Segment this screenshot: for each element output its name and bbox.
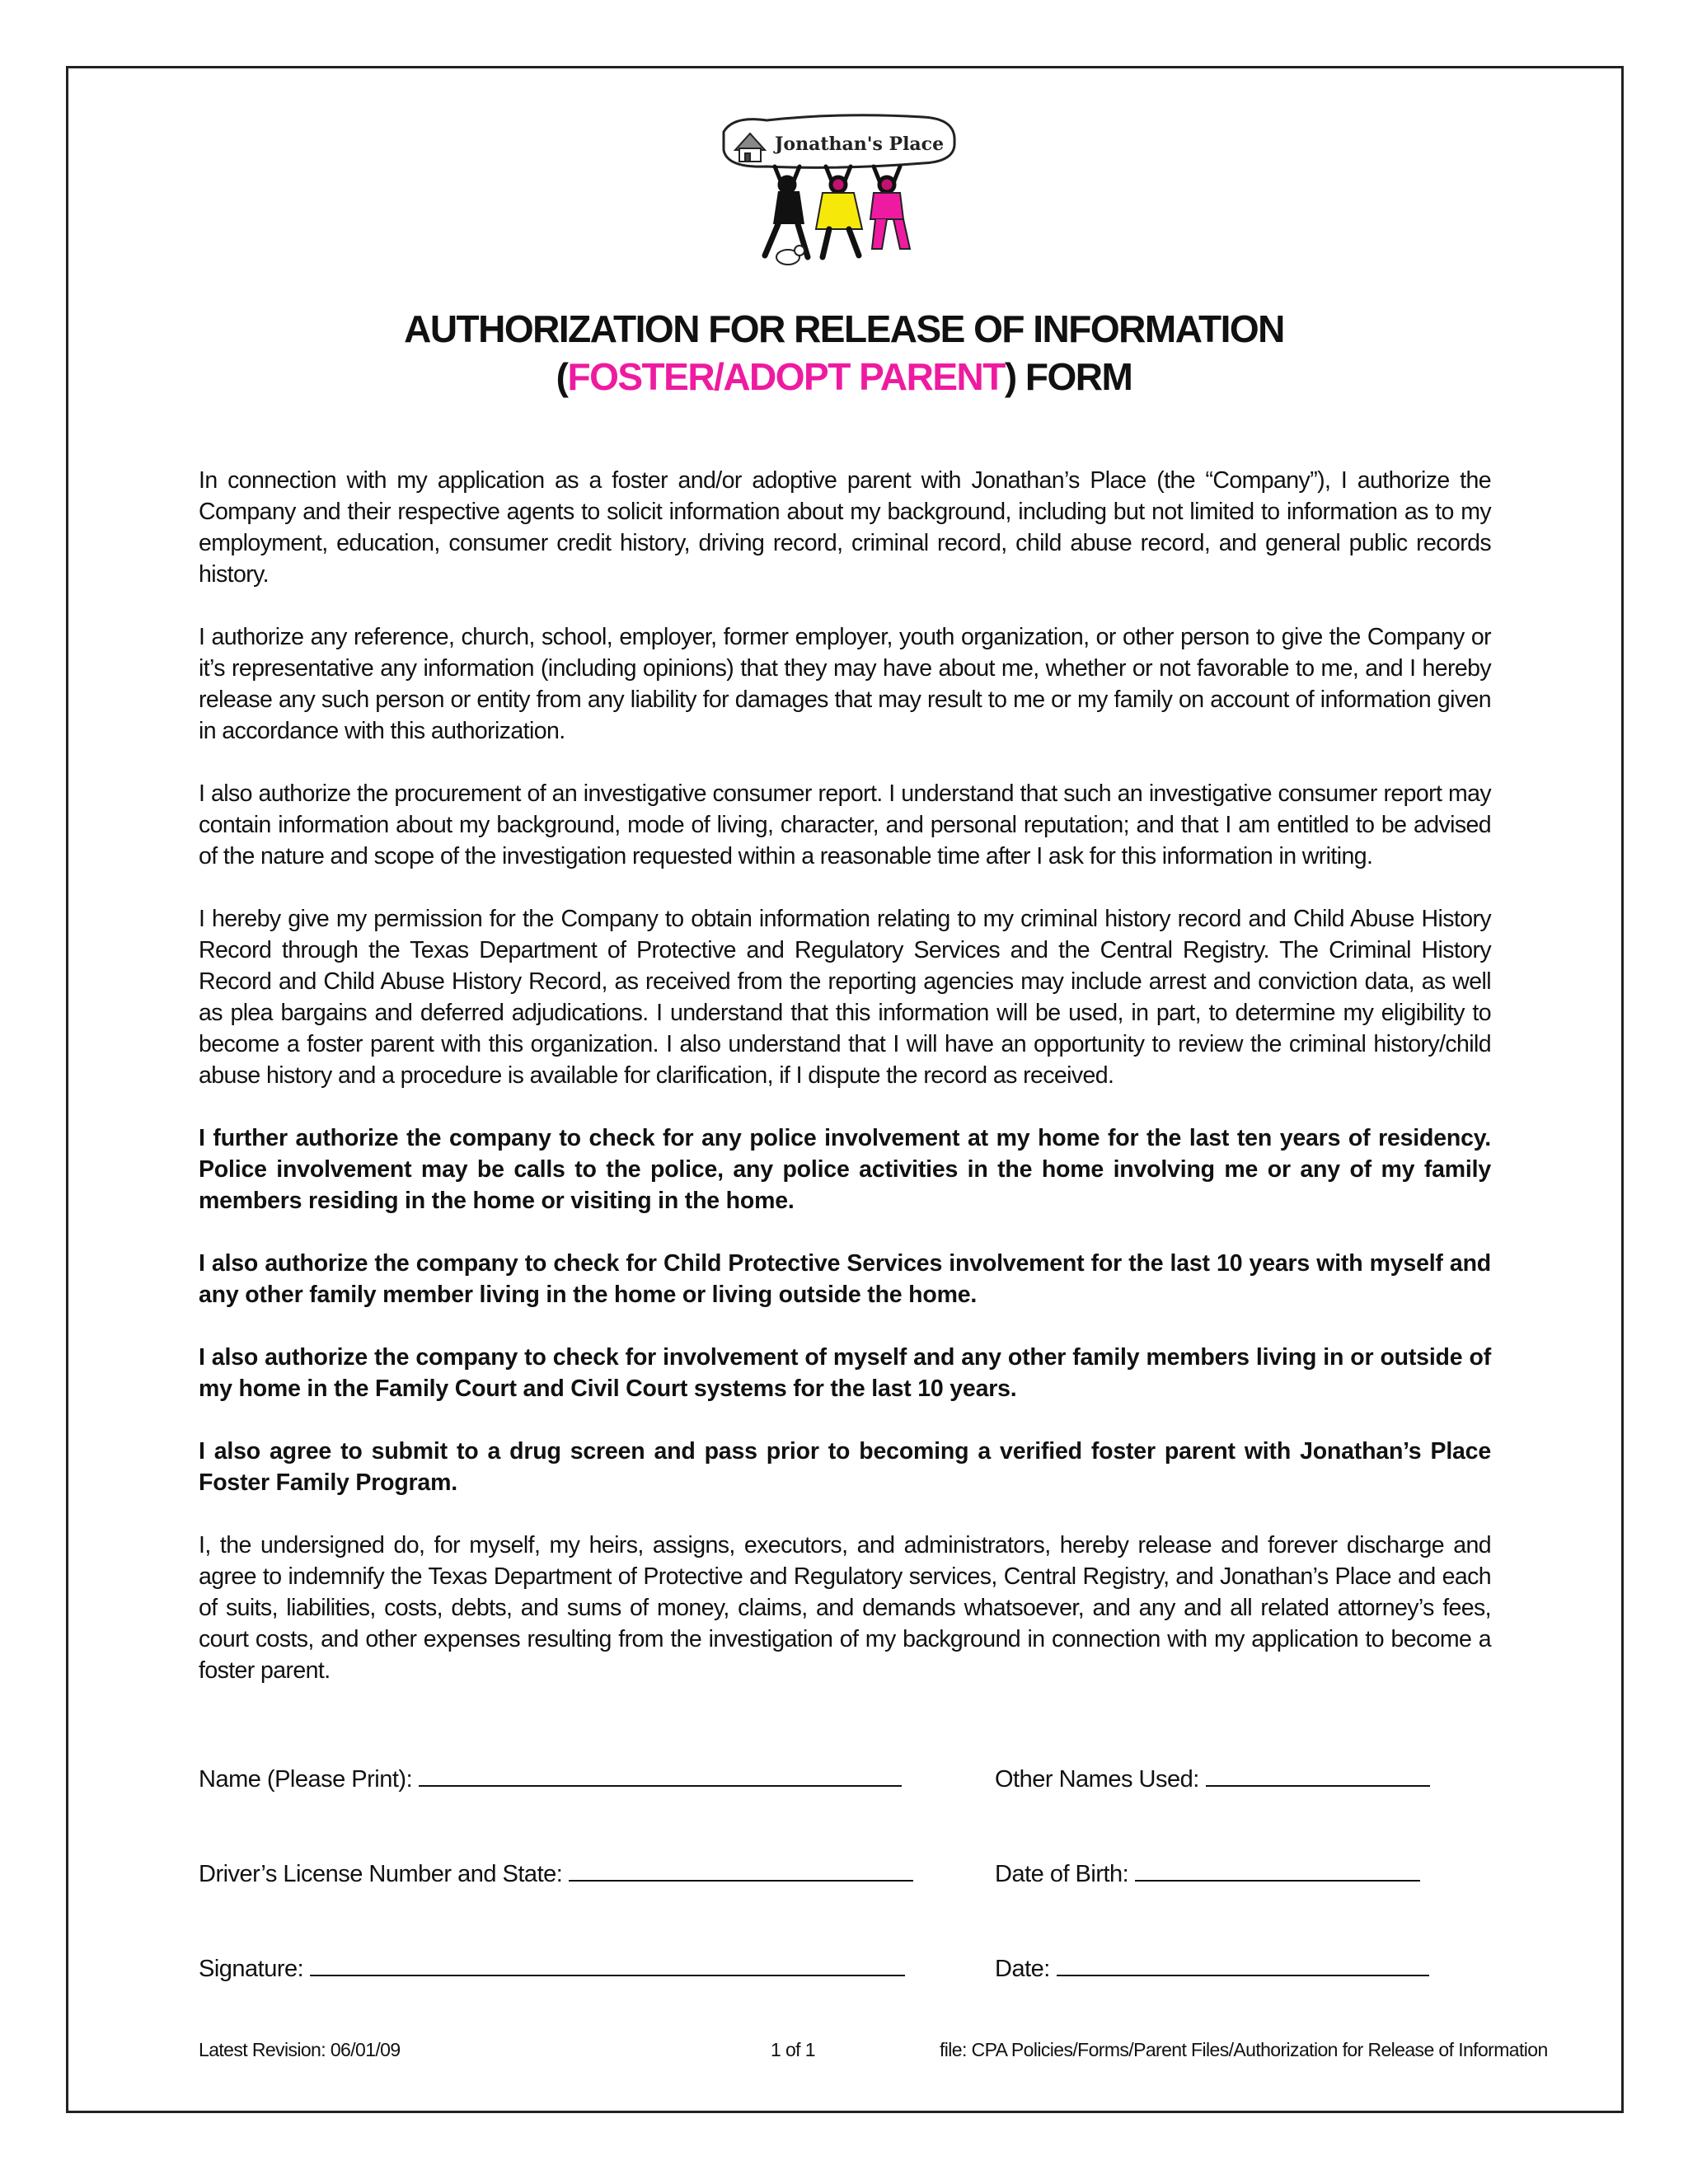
signature-label: Signature:: [199, 1956, 304, 1982]
dob-line[interactable]: [1135, 1858, 1420, 1882]
paragraph-consumer-report: I also authorize the procurement of an investigative consumer report. I understand that such an investigative consumer report may contain information about my background, mode of living, character, and personal reputation; and that I am entitled to be advised of the nature and scope of the investigation requested within a reasonable time after I ask for this information in writing.: [199, 780, 1491, 869]
drivers-license-label: Driver’s License Number and State:: [199, 1861, 563, 1887]
footer-page-number: 1 of 1: [771, 2039, 815, 2060]
form-title: AUTHORIZATION FOR RELEASE OF INFORMATION: [404, 307, 1284, 350]
signature-line[interactable]: [310, 1953, 905, 1976]
jonathans-place-logo: [717, 109, 964, 274]
name-field[interactable]: [199, 1764, 902, 1793]
other-names-line[interactable]: [1206, 1764, 1430, 1787]
other-names-label: Other Names Used:: [995, 1766, 1199, 1793]
name-field-label: Name (Please Print):: [199, 1766, 413, 1793]
subtitle-rest: ) FORM: [1004, 355, 1132, 398]
paragraph-court-systems: I also authorize the company to check for involvement of myself and any other family members living in or outside of my home in the Family Court and Civil Court systems for the last 10 years.: [199, 1344, 1491, 1402]
paragraph-release: I, the undersigned do, for myself, my heirs, assigns, executors, and administrators, hereby release and forever discharge and agree to indemnify the Texas Department of Protective and Regulatory services, Central Registry, and Jonathan’s Place and each of suits, liabilities, costs, debts, and sums of money, claims, and demands whatsoever, and any and all related attorney’s fees, court costs, and other expenses resulting from the investigation of my background in connection with my application to become a foster parent.: [199, 1532, 1491, 1684]
paragraph-criminal-history: I hereby give my permission for the Company to obtain information relating to my criminal history record and Child Abuse History Record through the Texas Department of Protective and Regulatory Services and the Central Registry. The Criminal History Record and Child Abuse History Record, as received from the reporting agencies may include arrest and conviction data, as well as plea bargains and deferred adjudications. I understand that this information will be used, in part, to determine my eligibility to become a foster parent with this organization. I also understand that I will have an opportunity to review the criminal history/child abuse history and a procedure is available for clarification, if I dispute the record as received.: [199, 906, 1491, 1089]
dob-field[interactable]: [995, 1858, 1420, 1888]
paragraph-cps-involvement: I also authorize the company to check for Child Protective Services involvement for the last 10 years with myself and any other family member living in the home or living outside the home.: [199, 1250, 1491, 1308]
other-names-field[interactable]: [995, 1764, 1430, 1793]
paragraph-police-involvement: I further authorize the company to check for any police involvement at my home for the last ten years of residency. Police involvement may be calls to the police, any police activities in the home involving me or any of my family members residing in the home or visiting in the home.: [199, 1125, 1491, 1214]
date-label: Date:: [995, 1956, 1050, 1982]
date-line[interactable]: [1057, 1953, 1429, 1976]
name-field-line[interactable]: [419, 1764, 902, 1787]
subtitle-highlight: FOSTER/ADOPT PARENT: [567, 355, 1005, 398]
drivers-license-line[interactable]: [569, 1858, 913, 1882]
footer-file-path: file: CPA Policies/Forms/Parent Files/Authorization for Release of Information: [940, 2039, 1548, 2060]
dob-label: Date of Birth:: [995, 1861, 1129, 1887]
footer-revision: Latest Revision: 06/01/09: [199, 2039, 401, 2060]
signature-field[interactable]: [199, 1953, 905, 1983]
paragraph-authorization: In connection with my application as a foster and/or adoptive parent with Jonathan’s Place (the “Company”), I authorize the Company and their respective agents to solicit information about my background, including but not limited to information as to my employment, education, consumer credit history, driving record, criminal record, child abuse record, and general public records history.: [199, 467, 1491, 588]
date-field[interactable]: [995, 1953, 1429, 1983]
svg-text:Jonathan's Place: Jonathan's Place: [775, 134, 945, 155]
form-body: [199, 465, 1491, 1718]
paragraph-drug-screen: I also agree to submit to a drug screen and pass prior to becoming a verified foster parent with Jonathan’s Place Foster Family Program.: [199, 1438, 1491, 1496]
drivers-license-field[interactable]: [199, 1858, 913, 1888]
form-subtitle: [0, 354, 1688, 399]
paragraph-references: I authorize any reference, church, school, employer, former employer, youth organization, or other person to give the Company or it’s representative any information (including opinions) that they may have about me, whether or not favorable to me, and I hereby release any such person or entity from any liability for damages that may result to me or my family on account of information given in accordance with this authorization.: [199, 624, 1491, 744]
subtitle-open-paren: (: [556, 355, 568, 398]
